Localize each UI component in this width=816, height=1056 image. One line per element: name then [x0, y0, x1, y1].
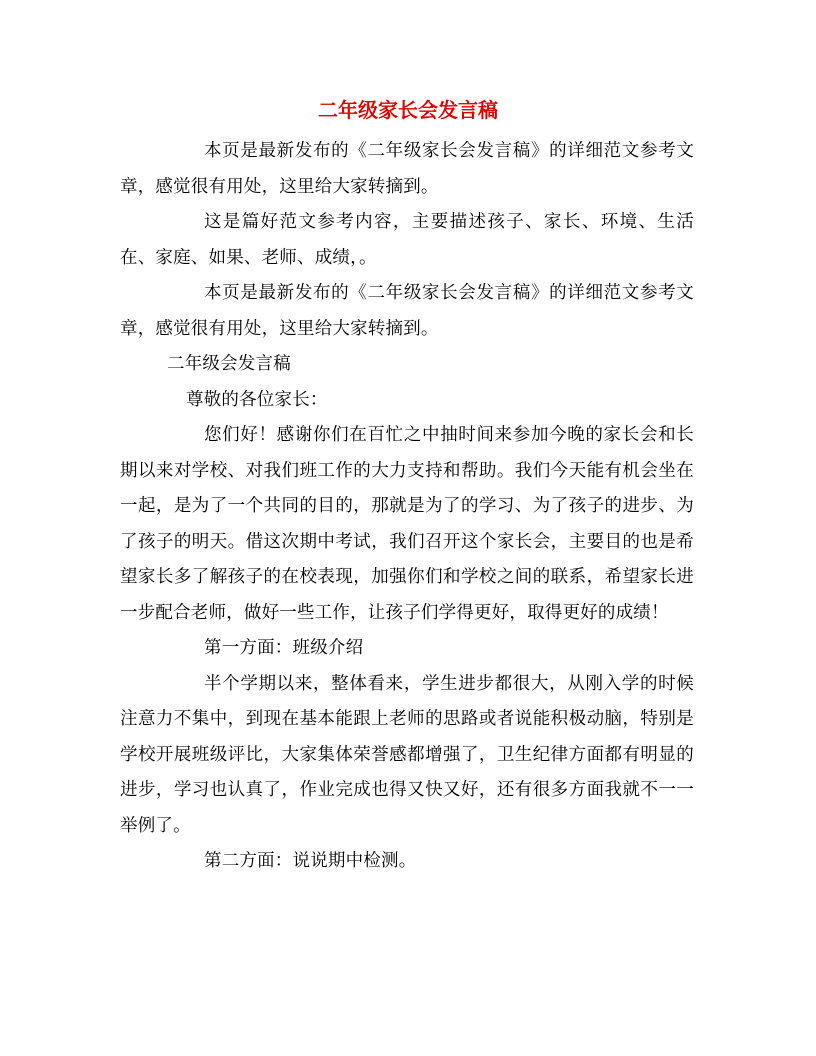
paragraph-intro-1: 本页是最新发布的《二年级家长会发言稿》的详细范文参考文章，感觉很有用处，这里给大家转摘到。 [120, 141, 694, 197]
paragraph-greeting: 您们好！感谢你们在百忙之中抽时间来参加今晚的家长会和长期以来对学校、对我们班工作的大力支持和帮助。我们今天能有机会坐在一起，是为了一个共同的目的，那就是为了的学习、为了孩子的进步、为了孩子的明天。借这次期中考试，我们召开这个家长会，主要目的也是希望家长多了解孩子的在校表现，加强你们和学校之间的联系，希望家长进一步配合老师，做好一些工作，让孩子们学得更好，取得更好的成绩！ [120, 425, 694, 623]
document-body [120, 134, 694, 880]
paragraph-class-intro: 半个学期以来，整体看来，学生进步都很大，从刚入学的时候注意力不集中，到现在基本能跟上老师的思路或者说能积极动脑，特别是学校开展班级评比，大家集体荣誉感都增强了，卫生纪律方面都有明显的进步，学习也认真了，作业完成也得又快又好，还有很多方面我就不一一举例了。 [120, 673, 694, 836]
section-heading-1: 第一方面：班级介绍 [204, 638, 364, 658]
salutation: 尊敬的各位家长： [186, 389, 328, 410]
paragraph-intro-2: 这是篇好范文参考内容，主要描述孩子、家长、环境、生活在、家庭、如果、老师、成绩，。 [120, 212, 694, 268]
speech-subtitle: 二年级会发言稿 [167, 354, 291, 374]
paragraph-intro-3: 本页是最新发布的《二年级家长会发言稿》的详细范文参考文章，感觉很有用处，这里给大家转摘到。 [120, 283, 694, 339]
document-title: 二年级家长会发言稿 [318, 98, 498, 122]
section-heading-2: 第二方面：说说期中检测。 [204, 851, 417, 871]
